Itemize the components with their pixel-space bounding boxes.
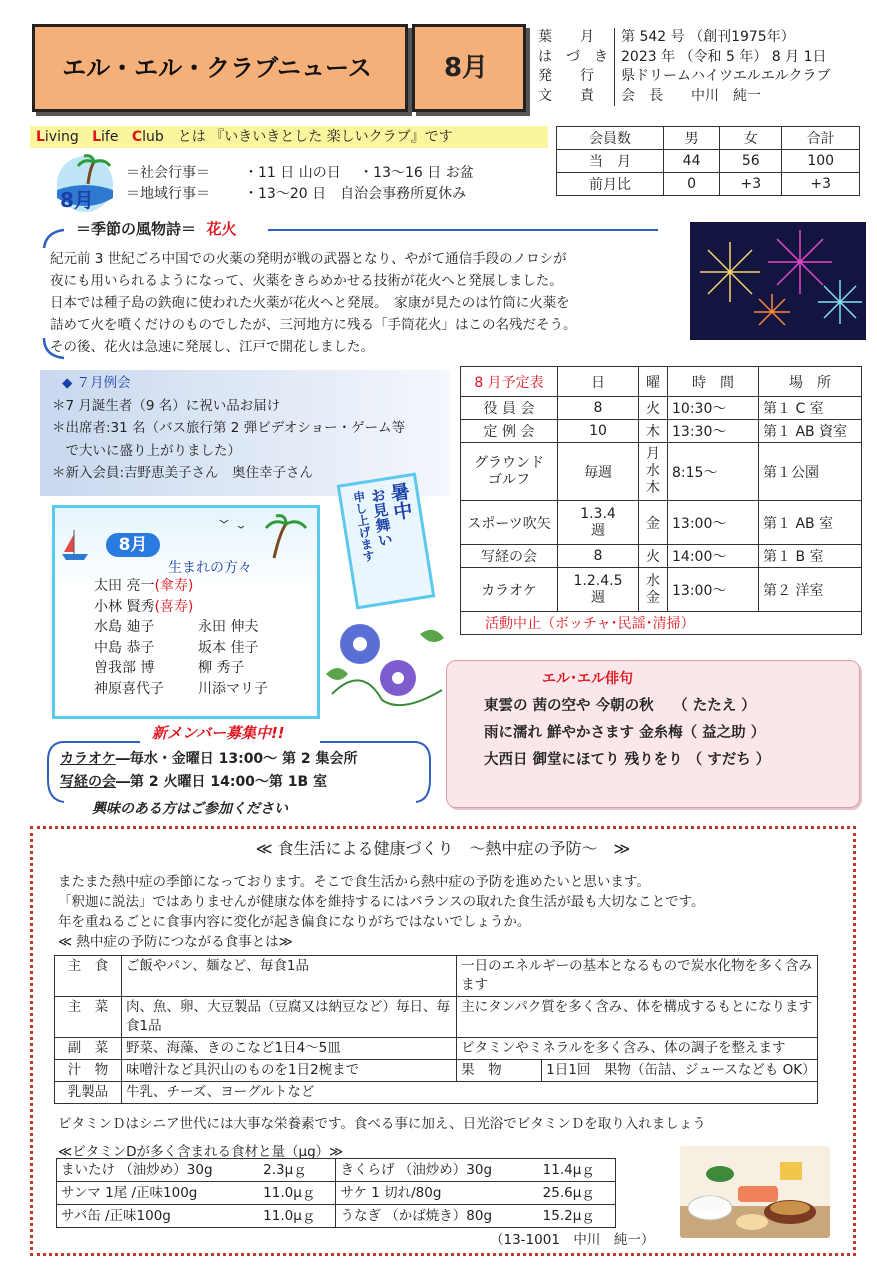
table-row: スポーツ吹矢 1.3.4 週 金 13:00～ 第１ AB 室 xyxy=(461,501,862,545)
season-text: 紀元前 3 世紀ごろ中国での火薬の発明が戦の武器となり、やがて通信手段のノロシが 夜にも用いられるようになって、火薬をきらめかせる技術が花火へと発展しました。 日本では種子島の鉄砲に使われた火薬が花火へと発展。 家康が見たのは竹筒に火薬を 詰めて火を噴くだけのものでしたが、三河地方に残る「手筒花火」はこの名残だそう。 その後、花火は急速に発展し、江戸で開花しました。 xyxy=(50,251,577,355)
recruit-karaoke: カラオケ xyxy=(60,751,116,767)
table-row: 写経の会 8 火 14:00～ 第１ B 室 xyxy=(461,545,862,568)
social-events-label: ＝社会行事＝ xyxy=(126,165,210,181)
meta-row: 文 責 会 長 中川 純一 xyxy=(538,87,868,107)
vitamin-d-table xyxy=(56,1158,616,1228)
table-row: 副 菜 野菜、海藻、きのこなど1日4～5皿 ビタミンやミネラルを多く含み、体の調子を整えます xyxy=(55,1038,818,1060)
table-row: まいたけ （油炒め）30g 2.3μｇ きくらげ （油炒め）30g 11.4μｇ xyxy=(57,1159,616,1182)
table-row: 定 例 会 10 木 13:30～ 第１ AB 資室 xyxy=(461,420,862,443)
greeting-col1: 暑中 xyxy=(386,480,414,522)
table-row: 会員数 男 女 合計 xyxy=(557,127,860,150)
july-meeting-title: ◆ ７月例会 xyxy=(62,375,131,391)
food-table xyxy=(54,955,818,1104)
member-count-table xyxy=(556,126,860,196)
author: （13-1001 中川 純一） xyxy=(490,1232,655,1248)
health-intro: またまた熱中症の季節になっております。そこで食生活から熱中症の予防を進めたいと思います。 「釈迦に説法」ではありませんが健康な体を維持するにはバランスの取れた食生活が最も大切なことです。 年を重ねるごとに食事内容に変化が起き偏食になりがちではないでしょうか。 ≪ 熱中症の予防につながる食事とは≫ xyxy=(58,872,838,952)
table-row: 役 員 会 8 火 10:30～ 第１ C 室 xyxy=(461,397,862,420)
issue-meta xyxy=(538,28,868,106)
recruit-footer: 興味のある方はご参加ください xyxy=(92,801,288,817)
birthday-list: 太田 亮一(傘寿) 小林 賢秀(喜寿) 水島 廸子 永田 伸夫 中島 恭子 坂本 佳子 曽我部 博 柳 秀子 神原喜代子 川添マリ子 xyxy=(94,578,268,697)
schedule-note: 活動中止（ボッチャ･民謡･清掃） xyxy=(461,612,862,635)
recruit-title: 新メンバー募集中!! xyxy=(152,724,285,742)
recruit-list: カラオケ―毎水・金曜日 13:00～ 第 2 集会所 写経の会―第 2 火曜日 14:00～第 1B 室 xyxy=(60,751,358,790)
august-icon xyxy=(54,154,116,214)
local-events-label: ＝地域行事＝ xyxy=(126,186,210,202)
vitamin-d-note: ビタミンＤはシニア世代には大事な栄養素です。食べる事に加え、日光浴でビタミンＤを取り入れましょう xyxy=(58,1116,706,1132)
newsletter-title: エル・エル・クラブニュース xyxy=(62,54,372,82)
morning-glory-icon xyxy=(322,604,452,714)
greeting-col3: 申し上げます xyxy=(350,489,376,564)
table-row: 前月比 0 +3 +3 xyxy=(557,173,860,196)
table-row: 乳製品 牛乳、チーズ、ヨーグルトなど xyxy=(55,1082,818,1104)
table-row: カラオケ 1.2.4.5 週 水 金 13:00～ 第２ 洋室 xyxy=(461,568,862,612)
meta-row: 発 行 県ドリームハイツエルエルクラブ xyxy=(538,67,868,87)
meal-icon xyxy=(680,1146,830,1238)
table-row xyxy=(461,612,862,635)
greeting-col2: お見舞い xyxy=(367,486,395,549)
table-row: 汁 物 味噌汁など具沢山のものを1日2椀まで 果 物 1日1回 果物（缶詰、ジュースなども OK） xyxy=(55,1060,818,1082)
birthday-title: 生まれの方々 xyxy=(168,560,252,576)
birthday-badge: 8月 xyxy=(106,533,160,557)
season-heading: ＝季節の風物詩＝ 花火 xyxy=(76,220,237,238)
table-row: グラウンド ゴルフ 毎週 月 水 木 8:15～ 第１公園 xyxy=(461,443,862,501)
meal-image xyxy=(680,1146,830,1238)
tagline: Living Life Club とは 『いきいきとした 楽しいクラブ』です xyxy=(30,126,548,148)
events xyxy=(126,163,474,205)
social-events-value: ・11 日 山の日 ・13～16 日 お盆 xyxy=(244,165,474,181)
health-subtitle: ≪ 熱中症の予防につながる食事とは≫ xyxy=(58,934,293,950)
table-row: 主 食 ご飯やパン、麺など、毎食1品 一日のエネルギーの基本となるもので炭水化物を多く含みます xyxy=(55,956,818,997)
season-topic: 花火 xyxy=(206,220,237,238)
beach-scene-icon xyxy=(60,512,310,562)
fireworks-icon xyxy=(690,222,866,340)
august-icon-label: 8月 xyxy=(60,188,94,212)
meta-row: は づ き 2023 年 （令和 5 年） 8 月 1日 xyxy=(538,48,868,68)
table-row: サンマ 1尾 /正味100g 11.0μｇ サケ 1 切れ/80g 25.6μｇ xyxy=(57,1182,616,1205)
july-meeting-text: ◆ ７月例会 ＊7 月誕生者（9 名）に祝い品お届け ＊出席者:31 名（バス旅行第 2 弾ビデオショー・ゲーム等 で大いに盛り上がりました） ＊新入会員:吉野恵美子さん 奥住幸子さん xyxy=(52,372,452,485)
fireworks-image xyxy=(690,222,866,340)
meta-row: 葉 月 第 542 号 （創刊1975年） xyxy=(538,28,868,48)
table-row: 当 月 44 56 100 xyxy=(557,150,860,173)
schedule-table xyxy=(460,366,862,635)
table-row: 8 月予定表 日 曜 時 間 場 所 xyxy=(461,367,862,397)
haiku-title: エル･エル俳句 xyxy=(542,671,633,687)
month-label: 8月 xyxy=(443,53,489,83)
table-row: サバ缶 /正味100g 11.0μｇ うなぎ （かば焼き）80g 15.2μｇ xyxy=(57,1205,616,1228)
local-events-value: ・13～20 日 自治会事務所夏休み xyxy=(244,186,467,202)
recruit-shakyo: 写経の会 xyxy=(60,774,116,790)
haiku-lines: 東雲の 茜の空や 今朝の秋 （ たたえ ） 雨に濡れ 鮮やかさます 金糸梅（ 益之助 ） 大西日 御堂にほてり 残りをり （ すだち ） xyxy=(484,697,771,768)
health-title: ≪ 食生活による健康づくり ～熱中症の予防～ ≫ xyxy=(255,839,631,858)
table-row: 主 菜 肉、魚、卵、大豆製品（豆腐又は納豆など）毎日、毎食1品 主にタンパク質を多く含み、体を構成するもとになります xyxy=(55,997,818,1038)
vitamin-d-title: ≪ビタミンDが多く含まれる食材と量（μg）≫ xyxy=(58,1144,344,1160)
